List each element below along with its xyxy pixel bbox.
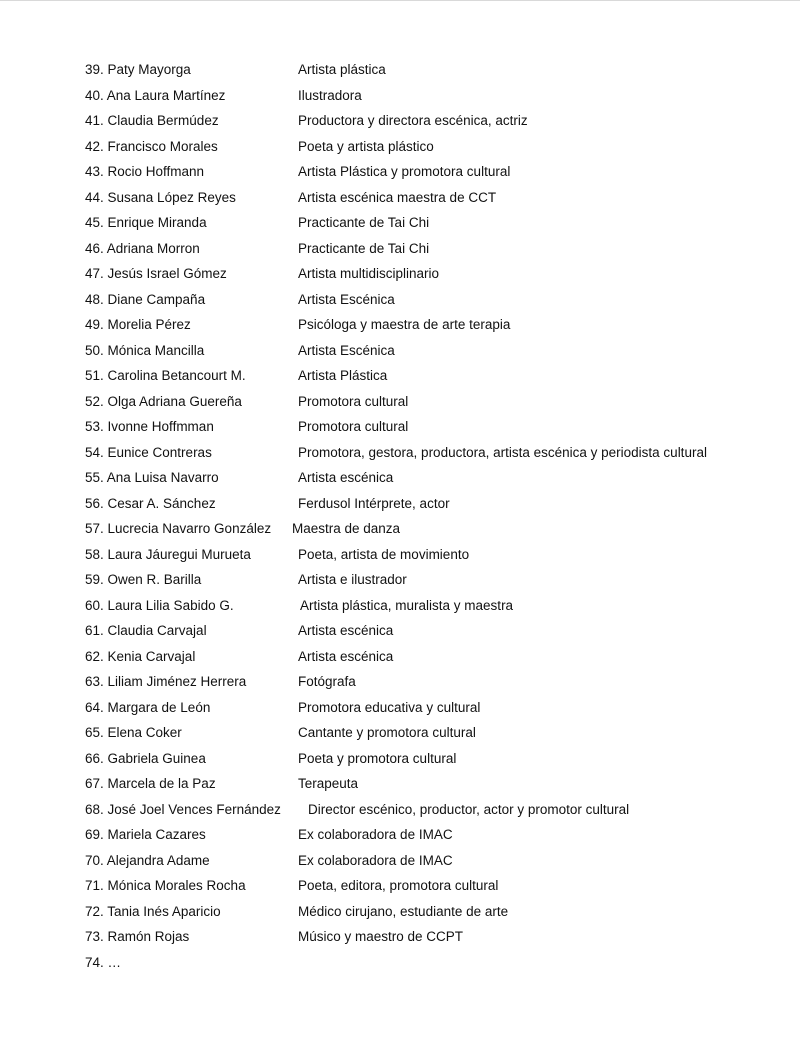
list-item (85, 188, 790, 214)
entry-name: 39. Paty Mayorga (85, 62, 191, 77)
entry-role: Artista Plástica y promotora cultural (298, 164, 511, 179)
entry-role: Artista e ilustrador (298, 572, 407, 587)
entry-role: Poeta, editora, promotora cultural (298, 878, 499, 893)
list-item (85, 672, 790, 698)
list-item (85, 545, 790, 571)
entry-name: 42. Francisco Morales (85, 138, 218, 154)
list-item (85, 111, 790, 137)
entry-role: Artista escénica maestra de CCT (298, 189, 497, 205)
entry-name: 63. Liliam Jiménez Herrera (85, 674, 247, 689)
entry-role: Psicóloga y maestra de arte terapia (298, 317, 511, 332)
entry-name: 72. Tania Inés Aparicio (85, 903, 221, 919)
entry-role: Artista escénica (298, 648, 394, 664)
entry-name: 47. Jesús Israel Gómez (85, 266, 227, 281)
entry-name: 66. Gabriela Guinea (85, 750, 206, 766)
list-item (85, 162, 790, 188)
entry-role: Director escénico, productor, actor y promotor cultural (308, 801, 630, 817)
entry-name: 52. Olga Adriana Guereña (85, 393, 242, 409)
list-item (85, 86, 790, 112)
entry-name: 50. Mónica Mancilla (85, 342, 205, 358)
list-item (85, 60, 790, 86)
list-item (85, 137, 790, 163)
entry-role: Artista escénica (298, 623, 394, 638)
entry-role: Artista Escénica (298, 291, 395, 307)
list-item (85, 774, 790, 800)
entry-name: 44. Susana López Reyes (85, 189, 236, 205)
entry-role: Fotógrafa (298, 674, 356, 689)
entry-name: 74. … (85, 954, 122, 970)
list-item (85, 953, 790, 979)
entry-name: 51. Carolina Betancourt M. (85, 368, 246, 383)
entry-role: Promotora cultural (298, 393, 409, 409)
entry-role: Maestra de danza (292, 521, 401, 536)
entry-name: 46. Adriana Morron (85, 240, 200, 256)
entry-role: Poeta y artista plástico (298, 138, 434, 154)
entry-role: Artista Plástica (298, 368, 388, 383)
entry-name: 41. Claudia Bermúdez (85, 113, 219, 128)
list-item (85, 239, 790, 265)
list-item (85, 494, 790, 520)
entry-role: Promotora, gestora, productora, artista escénica y periodista cultural (298, 444, 707, 460)
entry-role: Artista multidisciplinario (298, 266, 440, 281)
list-item (85, 392, 790, 418)
list-item (85, 647, 790, 673)
entry-role: Practicante de Tai Chi (298, 215, 430, 230)
entry-name: 43. Rocio Hoffmann (85, 164, 205, 179)
list-item (85, 213, 790, 239)
list-item (85, 927, 790, 953)
entry-name: 45. Enrique Miranda (85, 215, 207, 230)
entry-name: 68. José Joel Vences Fernández (85, 801, 281, 817)
entry-name: 48. Diane Campaña (85, 291, 206, 307)
list-item (85, 264, 790, 290)
list-item (85, 876, 790, 902)
entry-role: Promotora educativa y cultural (298, 699, 481, 715)
list-item (85, 902, 790, 928)
list-item (85, 468, 790, 494)
entry-name: 57. Lucrecia Navarro González (85, 521, 272, 536)
entry-name: 65. Elena Coker (85, 725, 182, 740)
entry-role: Artista escénica (298, 470, 394, 485)
entry-role: Ferdusol Intérprete, actor (298, 495, 450, 511)
list-item (85, 315, 790, 341)
list-item (85, 851, 790, 877)
list-item (85, 621, 790, 647)
entry-name: 55. Ana Luisa Navarro (85, 470, 219, 485)
entry-name: 61. Claudia Carvajal (85, 623, 207, 638)
list-item (85, 341, 790, 367)
entry-name: 60. Laura Lilia Sabido G. (85, 597, 234, 613)
entry-role: Promotora cultural (298, 419, 409, 434)
entry-name: 64. Margara de León (85, 699, 211, 715)
list-item (85, 749, 790, 775)
list-item (85, 825, 790, 851)
list-item (85, 290, 790, 316)
list-item (85, 519, 790, 545)
entry-name: 62. Kenia Carvajal (85, 648, 196, 664)
entry-name: 73. Ramón Rojas (85, 929, 190, 944)
entry-role: Ilustradora (298, 87, 362, 103)
entry-name: 56. Cesar A. Sánchez (85, 495, 216, 511)
list-item (85, 800, 790, 826)
entry-role: Artista plástica, muralista y maestra (300, 597, 514, 613)
entry-role: Practicante de Tai Chi (298, 240, 430, 256)
entry-name: 49. Morelia Pérez (85, 317, 191, 332)
list-item (85, 366, 790, 392)
entry-role: Artista Escénica (298, 342, 395, 358)
entry-role: Poeta, artista de movimiento (298, 546, 470, 562)
entry-role: Artista plástica (298, 62, 386, 77)
entry-name: 59. Owen R. Barilla (85, 572, 202, 587)
list-item (85, 723, 790, 749)
entry-role: Ex colaboradora de IMAC (298, 827, 453, 842)
entry-name: 69. Mariela Cazares (85, 827, 206, 842)
list-item (85, 698, 790, 724)
entry-role: Productora y directora escénica, actriz (298, 113, 528, 128)
entry-role: Poeta y promotora cultural (298, 750, 457, 766)
entry-name: 67. Marcela de la Paz (85, 776, 216, 791)
participant-list (85, 60, 790, 978)
entry-name: 71. Mónica Morales Rocha (85, 878, 246, 893)
entry-name: 54. Eunice Contreras (85, 444, 212, 460)
list-item (85, 570, 790, 596)
page-top-border (0, 0, 800, 1)
list-item (85, 417, 790, 443)
entry-name: 40. Ana Laura Martínez (85, 87, 226, 103)
entry-name: 58. Laura Jáuregui Murueta (85, 546, 251, 562)
entry-name: 53. Ivonne Hoffmman (85, 419, 214, 434)
entry-role: Músico y maestro de CCPT (298, 929, 464, 944)
list-item (85, 443, 790, 469)
entry-role: Ex colaboradora de IMAC (298, 852, 453, 868)
entry-role: Terapeuta (298, 776, 359, 791)
entry-role: Cantante y promotora cultural (298, 725, 476, 740)
entry-role: Médico cirujano, estudiante de arte (298, 903, 509, 919)
entry-name: 70. Alejandra Adame (85, 852, 210, 868)
list-item (85, 596, 790, 622)
